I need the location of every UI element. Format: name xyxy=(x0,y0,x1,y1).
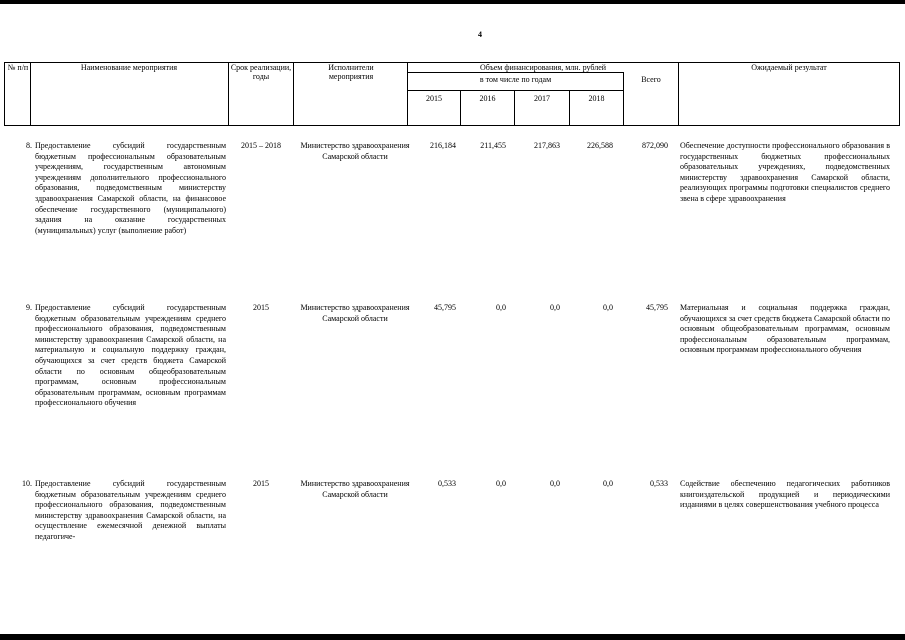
header-year-2016: 2016 xyxy=(479,94,496,103)
header-year-2018: 2018 xyxy=(588,94,605,103)
row-value-2018: 0,0 xyxy=(603,479,613,488)
row-executor: Министерство здравоохранения Самарской области xyxy=(300,303,410,323)
header-result: Ожидаемый результат xyxy=(751,63,827,72)
row-number: 9. xyxy=(26,303,32,312)
top-border xyxy=(0,0,905,4)
col-rule xyxy=(899,62,900,126)
row-number: 10. xyxy=(22,479,32,488)
header-year-2017: 2017 xyxy=(534,94,550,103)
row-name: Предоставление субсидий государственным бюджетным образовательным учреждениям среднего профессионального образования, подведомственным министерству здравоохранения Самарской области, на осуществление ежемесячной денежной выплаты педагогиче- xyxy=(35,479,226,541)
row-value-2016: 211,455 xyxy=(480,141,506,150)
header-name: Наименование мероприятия xyxy=(80,63,178,72)
row-total: 872,090 xyxy=(642,141,668,150)
row-value-2015: 45,795 xyxy=(434,303,456,312)
col-rule xyxy=(30,62,31,126)
row-value-2015: 216,184 xyxy=(430,141,456,150)
col-rule xyxy=(228,62,229,126)
row-total: 0,533 xyxy=(650,479,668,488)
col-rule xyxy=(293,62,294,126)
row-number: 8. xyxy=(26,141,32,150)
page-number: 4 xyxy=(478,30,482,39)
row-value-2018: 226,588 xyxy=(587,141,613,150)
header-total: Всего xyxy=(641,75,661,84)
row-period: 2015 – 2018 xyxy=(241,141,281,150)
row-executor: Министерство здравоохранения Самарской области xyxy=(300,141,410,161)
row-period: 2015 xyxy=(253,303,269,312)
years-rule xyxy=(407,90,623,91)
row-value-2017: 0,0 xyxy=(550,303,560,312)
header-by-years: в том числе по годам xyxy=(479,75,552,84)
row-executor: Министерство здравоохранения Самарской области xyxy=(300,479,410,499)
row-value-2017: 217,863 xyxy=(534,141,560,150)
row-total: 45,795 xyxy=(646,303,668,312)
row-result: Содействие обеспечению педагогических работников книгоиздательской продукцией и периодическими изданиями в целях совершенствования учебного процесса xyxy=(680,479,890,510)
row-name: Предоставление субсидий государственным бюджетным образовательным учреждениям среднего профессионального образования, подведомственным министерству здравоохранения Самарской области, на материальную и социальную поддержку граждан, обучающихся за счет средств бюджета Самарской области по основным общеобразовательным программам, основным профессиональным образовательным программам, основным программам профессионального обучения xyxy=(35,303,226,408)
row-value-2016: 0,0 xyxy=(496,479,506,488)
header-period: Срок реализации, годы xyxy=(230,63,292,81)
col-rule xyxy=(678,62,679,126)
header-year-2015: 2015 xyxy=(426,94,442,103)
row-value-2015: 0,533 xyxy=(438,479,456,488)
bottom-border xyxy=(0,634,905,640)
col-rule xyxy=(4,62,5,126)
row-value-2016: 0,0 xyxy=(496,303,506,312)
funding-subrule xyxy=(407,72,623,73)
row-result: Материальная и социальная поддержка граждан, обучающихся за счет средств бюджета Самарской области по основным общеобразовательным программам, основным профессиональным образовательным программам, основным программам профессионального обучения xyxy=(680,303,890,355)
row-result: Обеспечение доступности профессионального образования в государственных бюджетных профессиональных образовательных учреждениях, подведомственных министерству здравоохранения Самарской области, реализующих программы подготовки специалистов среднего звена в сфере здравоохранения xyxy=(680,141,890,203)
header-bottom-rule xyxy=(4,125,900,126)
header-num: № п/п xyxy=(7,63,29,72)
header-executor: Исполнители мероприятия xyxy=(328,63,374,81)
row-period: 2015 xyxy=(253,479,269,488)
header-funding: Объем финансирования, млн. рублей xyxy=(479,63,607,72)
row-value-2018: 0,0 xyxy=(603,303,613,312)
row-name: Предоставление субсидий государственным бюджетным профессиональным образовательным учреждениям, государственным автономным учреждениям дополнительного профессионального образования, подведомственным министерству здравоохранения Самарской области, на финансовое обеспечение государственного (муниципального) задания на оказание государственных (муниципальных) услуг (выполнение работ) xyxy=(35,141,226,235)
row-value-2017: 0,0 xyxy=(550,479,560,488)
table-header xyxy=(4,62,900,126)
